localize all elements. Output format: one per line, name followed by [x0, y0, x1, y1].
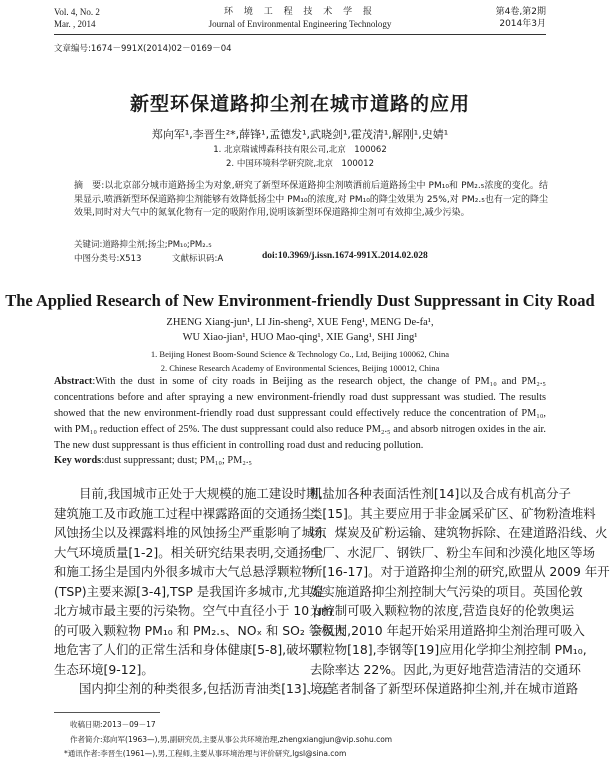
header-rule [54, 34, 546, 35]
journal-name: 环 境 工 程 技 术 学 报 Journal of Environmental Engineering Technology [208, 7, 392, 29]
footnote-corresponding: *通讯作者:李晋生(1961—),男,工程师,主要从事环境治理与评价研究,lgsl@sina.com [64, 749, 347, 758]
body-line: 目前,我国城市正处于大规模的施工建设时期, [79, 486, 323, 501]
body-column-right [310, 484, 610, 699]
body-line: 和施工扬尘是国内外很多城市大气总悬浮颗粒物 [54, 564, 315, 579]
body-line: 会氛围,2010 年起开始采用道路抑尘剂治理可吸入 [310, 622, 585, 638]
keywords-cn: 关键词:道路抑尘剂;扬尘;PM₁₀;PM₂.₅ [74, 240, 212, 250]
body-line: 颗粒物[18],李钢等[19]应用化学抑尘剂控制 PM₁₀, [310, 642, 587, 657]
affiliations-en: 1. Beijing Honest Boom-Sound Science & Technology Co., Ltd, Beijing 100062, China 2. Chinese Research Academy of Environmental Sciences, Beijing 100012, China [150, 349, 450, 373]
body-line: 风蚀扬尘以及裸露料堆的风蚀扬尘严重影响了城市 [54, 525, 327, 540]
body-line: 为控制可吸入颗粒物的浓度,营造良好的伦敦奥运 [310, 603, 575, 618]
body-line: 始实施道路抑尘剂控制大气污染的项目。英国伦敦 [310, 583, 583, 599]
body-line: 类[15]。其主要应用于非金属采矿区、矿物粉渣堆料 [310, 505, 596, 521]
footnote-author: 作者简介:郑向军(1963—),男,副研究员,主要从事公共环境治理,zhengxiangjun@vip.sohu.com [70, 734, 393, 744]
body-line: 所[16-17]。对于道路抑尘剂的研究,欧盟从 2009 年开 [310, 564, 610, 579]
doi: doi:10.3969/j.issn.1674-991X.2014.02.028 [262, 251, 428, 261]
article-number: 文章编号:1674－991X(2014)02－0169－04 [54, 44, 232, 54]
authors-cn: 郑向军¹,李晋生²*,薛锋¹,孟德发¹,武晓剑¹,霍茂清¹,解刚¹,史婧¹ [151, 128, 449, 141]
keywords-en: Key words:dust suppressant; dust; PM₁₀; PM₂.₅ [54, 455, 253, 466]
affiliations-cn: 1. 北京瑞诚博森科技有限公司,北京 100062 2. 中国环境科学研究院,北京 100012 [213, 145, 387, 169]
body-line: 生态环境[9-12]。 [54, 661, 154, 677]
abstract-en: Abstract:With the dust in some of city roads in Beijing as the research object, the change of PM₁₀ and PM₂.₅ concentrations before and after spraying a new environment-friendly road dust suppressant was studied. The results showed that the new environment-friendly road dust suppressant could effectively reduce the concentration of PM₁₀, with PM₁₀ reduction effect of 25%. The dust suppressant could also reduce PM₂.₅ and absorb nitrogen oxides in the air. The new dust suppressant is thus efficient in controlling road dust and reducing pollution. [54, 376, 546, 451]
body-line: 北方城市最主要的污染物。空气中直径小于 10 μm [54, 603, 334, 618]
body-line: 去除率达 22%。因此,为更好地营造清洁的交通环 [310, 661, 581, 677]
body-line: 境,笔者制备了新型环保道路抑尘剂,并在城市道路 [310, 681, 579, 696]
footnotes [64, 718, 393, 762]
footnote-received: 收稿日期:2013－09－17 [70, 720, 156, 729]
document-code: 文献标识码:A [172, 254, 224, 264]
body-line: 电厂、水泥厂、钢铁厂、粉尘车间和沙漠化地区等场 [310, 544, 595, 560]
authors-en: ZHENG Xiang-jun¹, LI Jin-sheng², XUE Feng¹, MENG De-fa¹, WU Xiao-jian¹, HUO Mao-qing¹, XIE Gang¹, SHI Jing¹ [166, 317, 434, 343]
title-en: The Applied Research of New Environment-friendly Dust Suppressant in City Road [5, 291, 595, 310]
title-cn: 新型环保道路抑尘剂在城市道路的应用 [129, 93, 470, 115]
volume-en: Vol. 4, No. 2 Mar. , 2014 [54, 7, 100, 29]
body-line: 国内抑尘剂的种类很多,包括沥青油类[13]、无 [79, 681, 332, 696]
class-number: 中图分类号:X513 [74, 254, 142, 264]
body-line: 的可吸入颗粒物 PM₁₀ 和 PM₂.₅、NOₓ 和 SO₂ 等极大 [54, 622, 346, 638]
body-line: 地危害了人们的正常生活和身体健康[5-8],破坏了 [54, 642, 324, 657]
abstract-label: Abstract [54, 376, 93, 387]
body-line: (TSP)主要来源[3-4],TSP 是我国许多城市,尤其是 [54, 583, 325, 599]
footnote-rule [54, 712, 160, 713]
body-line: 建筑施工及市政施工过程中裸露路面的交通扬尘、 [54, 505, 327, 521]
body-line: 大气环境质量[1-2]。相关研究结果表明,交通扬尘 [54, 544, 324, 560]
body-line: 机盐加各种表面活性剂[14]以及合成有机高分子 [310, 486, 571, 501]
body-column-left [54, 484, 346, 699]
abstract-cn: 摘 要:以北京部分城市道路扬尘为对象,研究了新型环保道路抑尘剂喷洒前后道路扬尘中 PM₁₀和 PM₂.₅浓度的变化。结果显示,喷洒新型环保道路抑尘剂能够有效降低扬尘中 PM₁₀的浓度,对 PM₁₀的降尘效果为 25%,对 PM₂.₅也有一定的降尘效果,同时对大气中的氮氧化物有一定的吸附作用,说明该新型环保道路抑尘剂可有效抑尘,减少污染。 [74, 181, 548, 218]
body-line: 场、煤炭及矿粉运输、建筑物拆除、在建道路沿线、火 [310, 525, 608, 540]
volume-cn: 第4卷,第2期 2014年3月 [495, 7, 546, 29]
